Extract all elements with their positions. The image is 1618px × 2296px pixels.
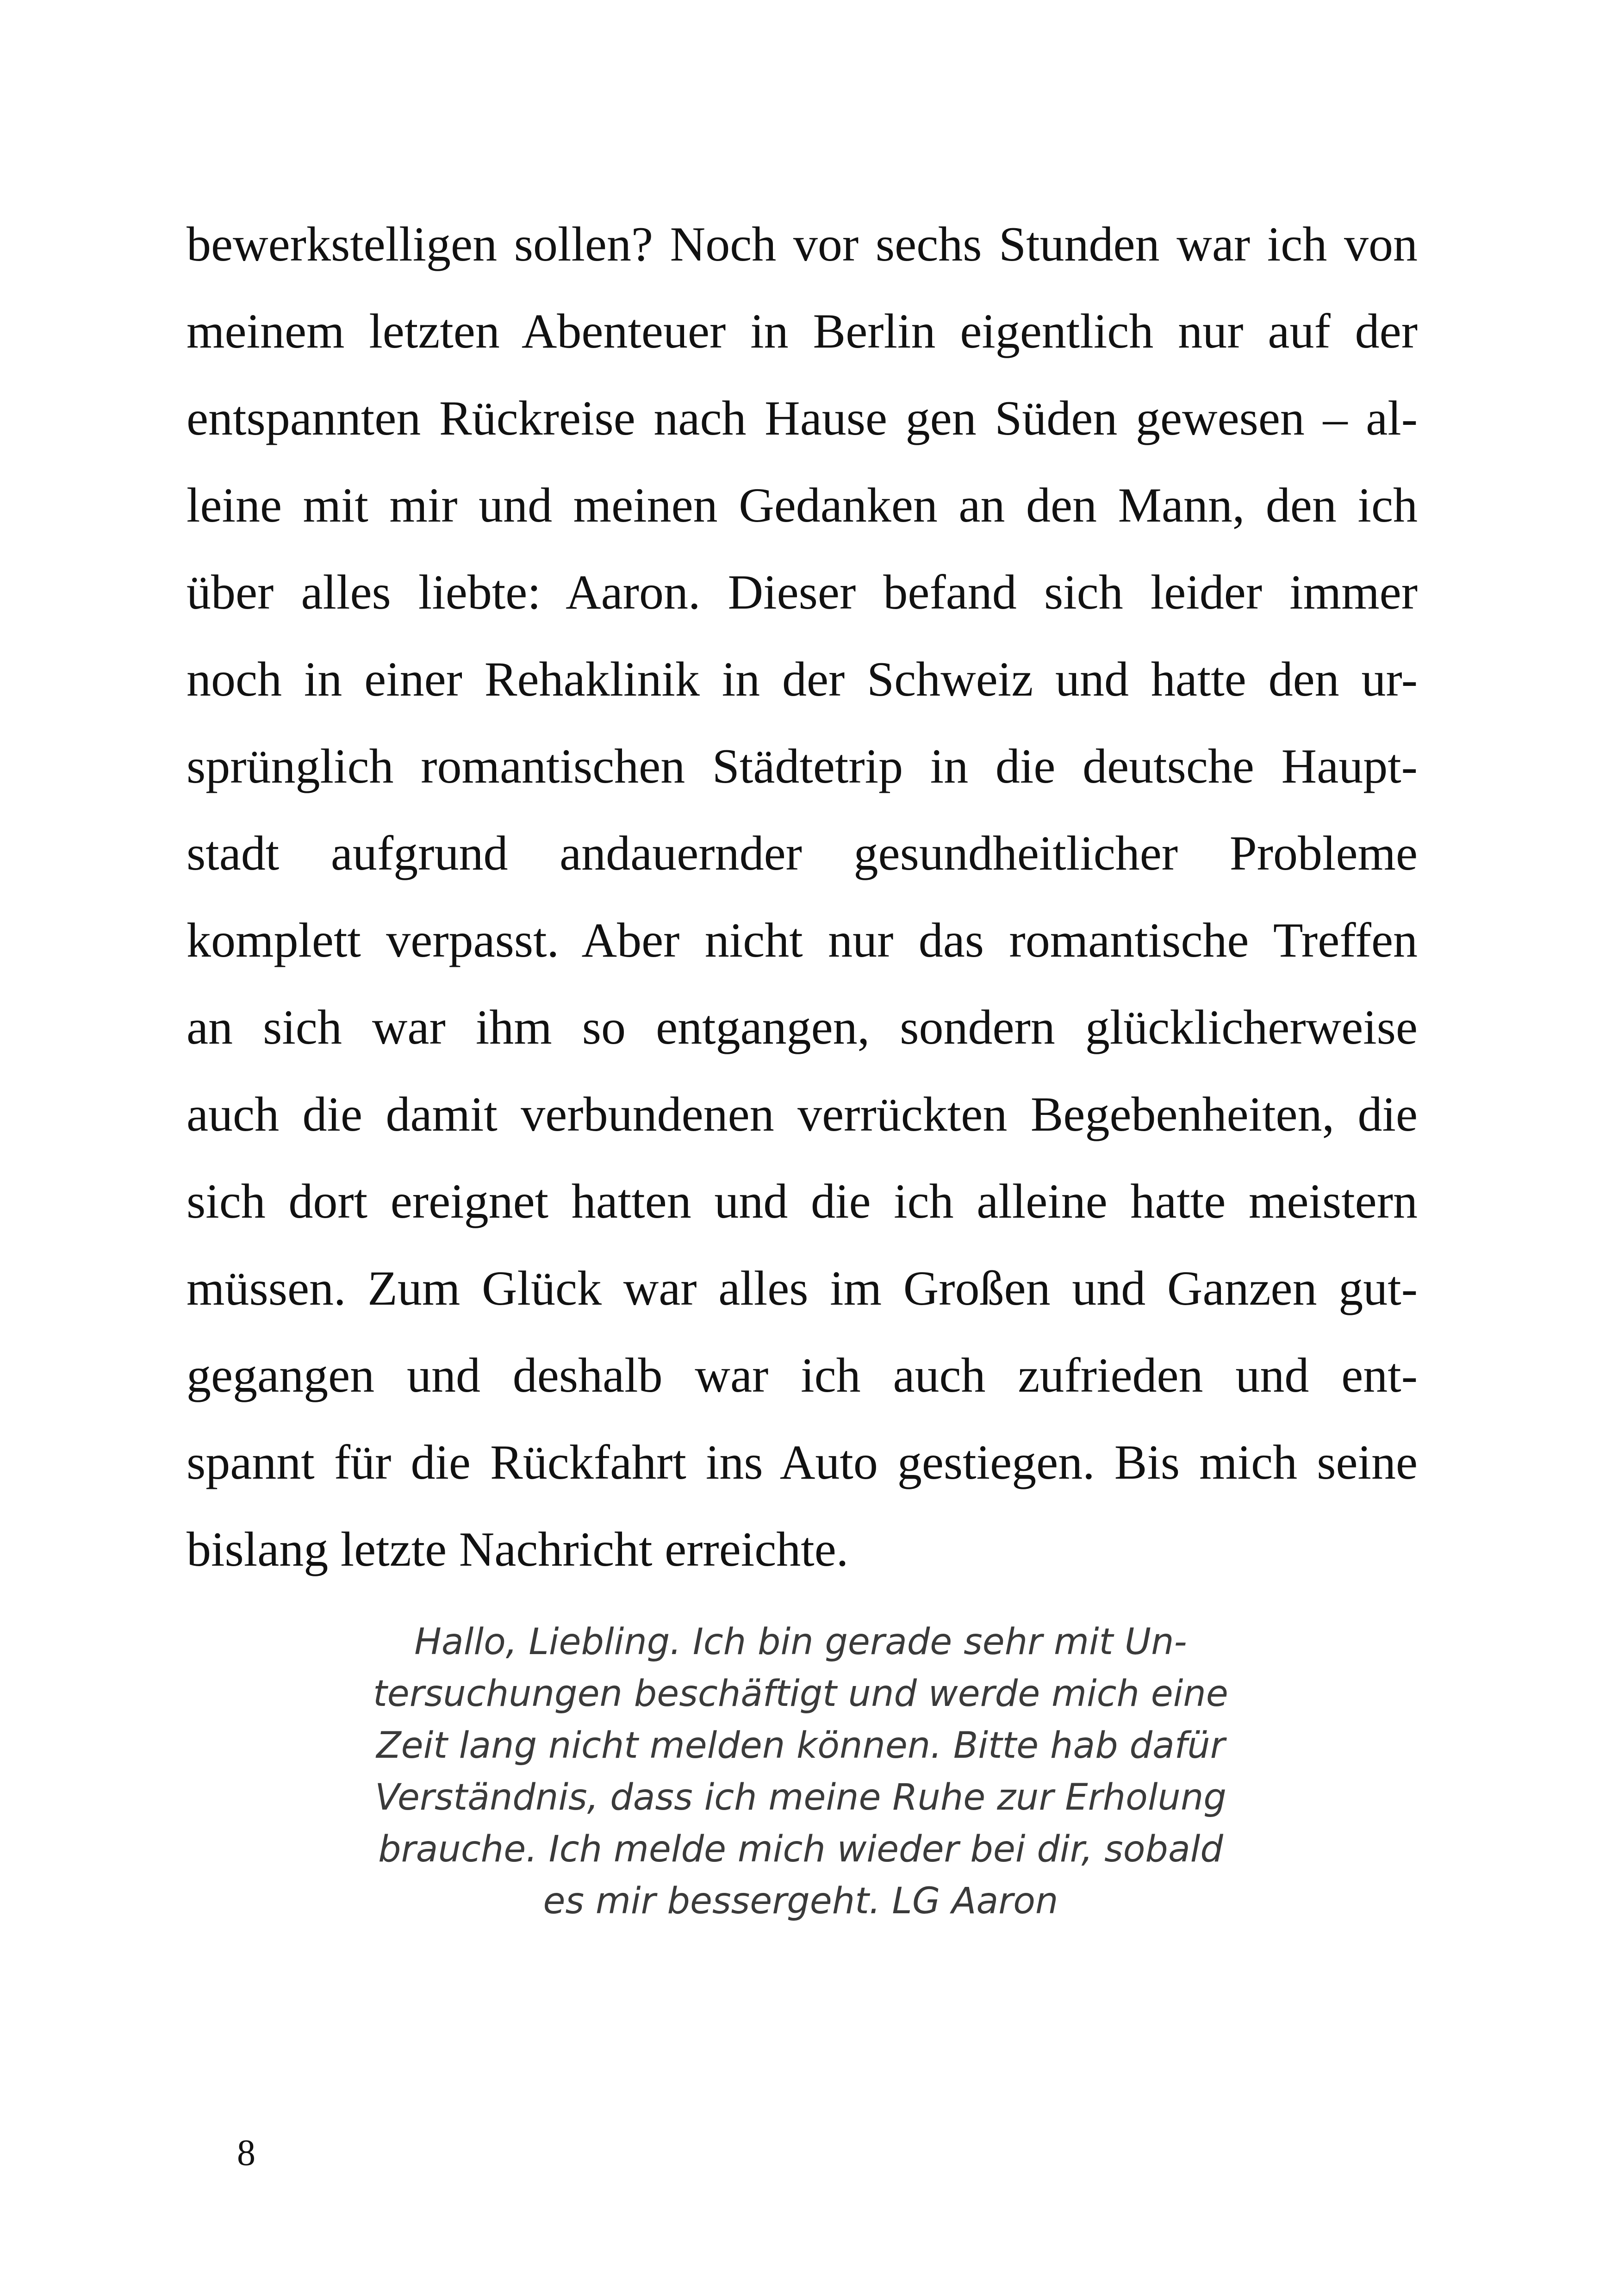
body-line: über alles liebte: Aaron. Dieser befand sich leider immer	[187, 565, 1418, 619]
body-line: komplett verpasst. Aber nicht nur das romantische Treffen	[187, 913, 1418, 967]
body-line: bewerkstelligen sollen? Noch vor sechs Stunden war ich von	[187, 217, 1418, 271]
page-number: 8	[237, 2133, 255, 2173]
body-line: spannt für die Rückfahrt ins Auto gestiegen. Bis mich seine	[187, 1435, 1418, 1489]
body-paragraph	[187, 201, 1418, 1593]
body-line: leine mit mir und meinen Gedanken an den Mann, den ich	[187, 478, 1418, 532]
message-line: tersuchungen beschäftigt und werde mich eine	[373, 1673, 1228, 1715]
body-line: sprünglich romantischen Städtetrip in die deutsche Haupt-	[187, 739, 1418, 793]
body-line: noch in einer Rehaklinik in der Schweiz und hatte den ur-	[187, 652, 1418, 706]
message-line: Zeit lang nicht melden können. Bitte hab dafür	[376, 1725, 1225, 1767]
message-line: Hallo, Liebling. Ich bin gerade sehr mit Un-	[414, 1621, 1187, 1663]
body-line: stadt aufgrund andauernder gesundheitlicher Probleme	[187, 826, 1418, 880]
message-line: brauche. Ich melde mich wieder bei dir, sobald	[378, 1829, 1223, 1870]
body-line: an sich war ihm so entgangen, sondern glücklicherweise	[187, 1000, 1418, 1054]
body-line: sich dort ereignet hatten und die ich alleine hatte meistern	[187, 1174, 1418, 1228]
body-line: müssen. Zum Glück war alles im Großen und Ganzen gut-	[187, 1261, 1418, 1315]
body-line: auch die damit verbundenen verrückten Begebenheiten, die	[187, 1087, 1418, 1141]
text-message-quote	[342, 1616, 1259, 1927]
message-line: Verständnis, dass ich meine Ruhe zur Erholung	[375, 1777, 1226, 1818]
body-line: bislang letzte Nachricht erreichte.	[187, 1522, 849, 1576]
body-line: gegangen und deshalb war ich auch zufrieden und ent-	[187, 1348, 1418, 1402]
body-line: entspannten Rückreise nach Hause gen Süden gewesen – al-	[187, 391, 1418, 445]
message-line: es mir bessergeht. LG Aaron	[543, 1880, 1058, 1922]
body-line: meinem letzten Abenteuer in Berlin eigentlich nur auf der	[187, 304, 1418, 358]
